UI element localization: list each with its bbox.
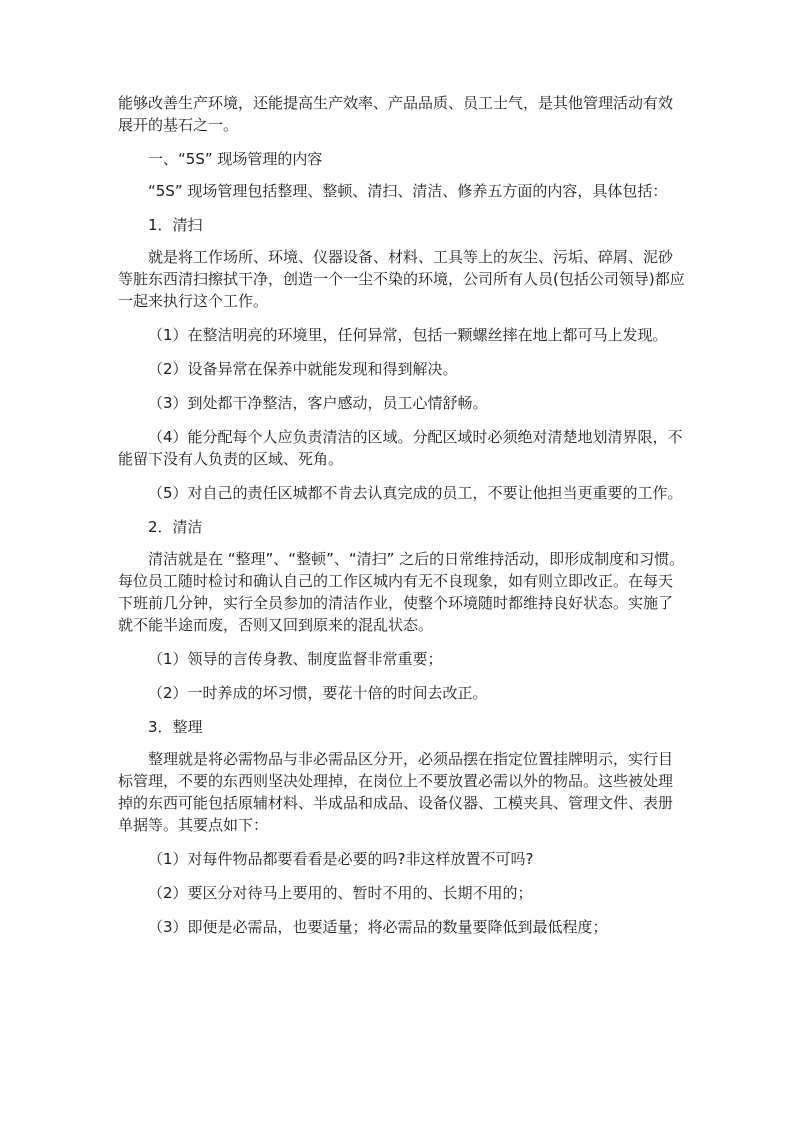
- list-item-sanitizing-1: （1）领导的言传身教、制度监督非常重要；: [148, 650, 443, 668]
- document-body: [118, 92, 686, 950]
- paragraph-sorting-definition: 整理就是将必需物品与非必需品区分开，必须品摆在指定位置挂牌明示，实行目标管理，不要的东西则坚决处理掉，在岗位上不要放置必需以外的物品。这些被处理掉的东西可能包括原辅材料、半成品和成品、设备仪器、工模夹具、管理文件、表册单据等。其要点如下：: [118, 750, 674, 834]
- section-heading-5s-content: 一、“5S” 现场管理的内容: [148, 150, 323, 168]
- subheading-cleaning: 1．清扫: [148, 216, 203, 234]
- paragraph-cleaning-definition: 就是将工作场所、环境、仪器设备、材料、工具等上的灰尘、污垢、碎屑、泥砂等脏东西清扫擦拭干净，创造一个一尘不染的环境，公司所有人员(包括公司领导)都应一起来执行这个工作。: [118, 248, 685, 310]
- paragraph-5s-overview: “5S” 现场管理包括整理、整顿、清扫、清洁、修养五方面的内容，具体包括：: [148, 182, 668, 200]
- list-item-cleaning-2: （2）设备异常在保养中就能发现和得到解决。: [148, 360, 458, 378]
- list-item-cleaning-5: （5）对自己的责任区城都不肯去认真完成的员工，不要让他担当更重要的工作。: [148, 484, 683, 502]
- list-item-cleaning-1: （1）在整洁明亮的环境里，任何异常，包括一颗螺丝摔在地上都可马上发现。: [148, 326, 668, 344]
- list-item-cleaning-3: （3）到处都干净整洁，客户感动，员工心情舒畅。: [148, 394, 488, 412]
- list-item-sanitizing-2: （2）一时养成的坏习惯，要花十倍的时间去改正。: [148, 684, 488, 702]
- list-item-sorting-3: （3）即便是必需品，也要适量；将必需品的数量要降低到最低程度；: [148, 918, 608, 936]
- intro-paragraph: 能够改善生产环境，还能提高生产效率、产品品质、员工士气，是其他管理活动有效展开的基石之一。: [118, 94, 674, 134]
- list-item-cleaning-4: （4）能分配每个人应负责清洁的区域。分配区域时必须绝对清楚地划清界限，不能留下没有人负责的区域、死角。: [118, 428, 683, 468]
- subheading-sorting: 3．整理: [148, 718, 203, 736]
- list-item-sorting-1: （1）对每件物品都要看看是必要的吗?非这样放置不可吗?: [148, 850, 534, 868]
- subheading-sanitizing: 2．清洁: [148, 518, 203, 536]
- paragraph-sanitizing-definition: 清洁就是在 “整理”、“整顿”、“清扫” 之后的日常维持活动，即形成制度和习惯。每位员工随时检讨和确认自己的工作区城内有无不良现象，如有则立即改正。在每天下班前几分钟，实行全员参加的清洁作业，使整个环境随时都维持良好状态。实施了就不能半途而废，否则又回到原来的混乱状态。: [118, 550, 685, 634]
- list-item-sorting-2: （2）要区分对待马上要用的、暂时不用的、长期不用的；: [148, 884, 533, 902]
